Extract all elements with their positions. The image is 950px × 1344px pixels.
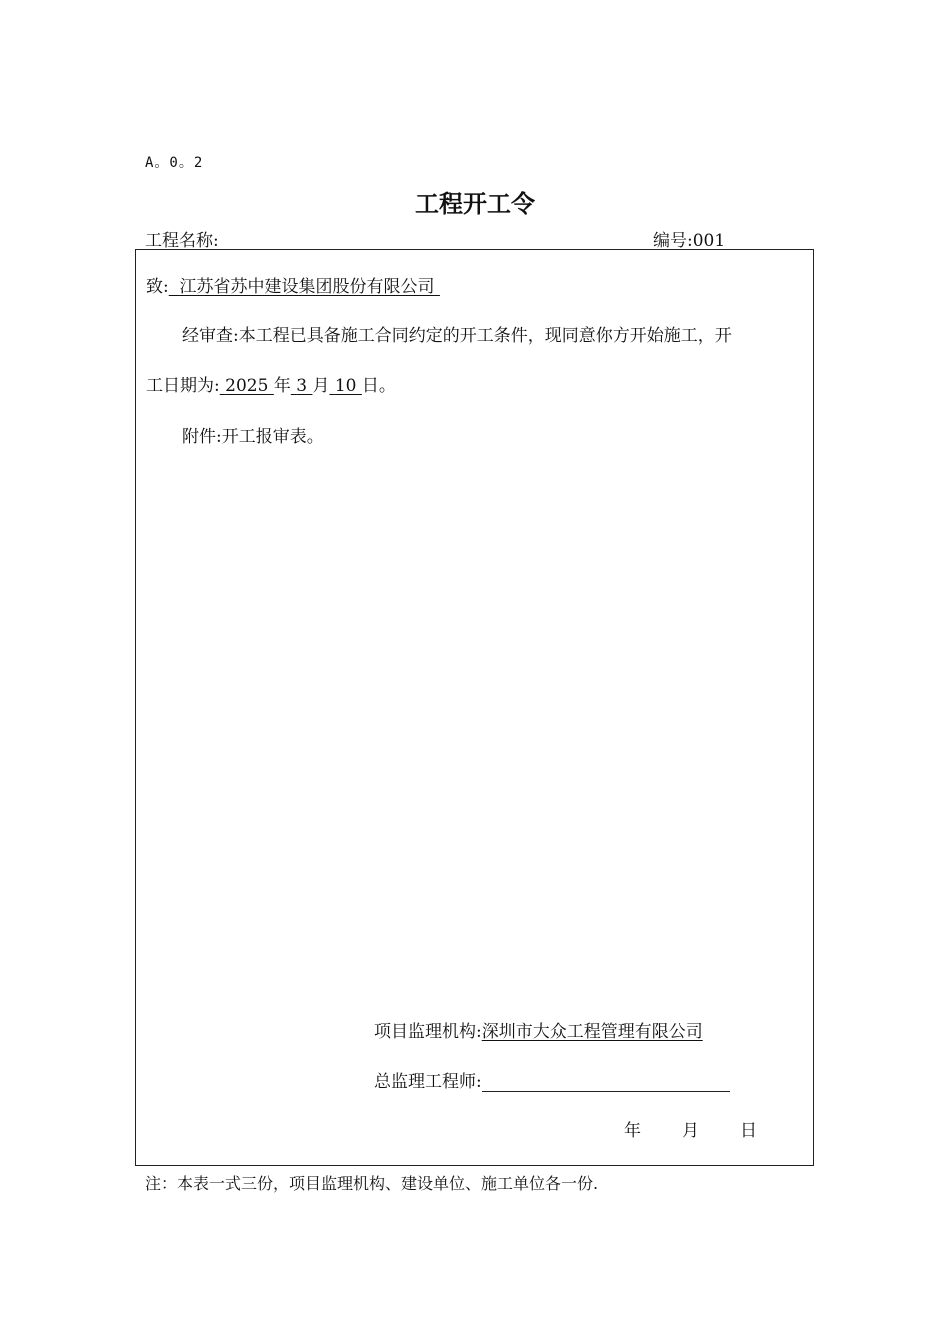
- review-text: 经审查:本工程已具备施工合同约定的开工条件，现同意你方开始施工，开: [182, 326, 732, 346]
- supervision-org-line: [374, 1017, 703, 1042]
- addressee-name: 江苏省苏中建设集团股份有限公司: [179, 277, 435, 297]
- serial-value: 001: [692, 231, 726, 251]
- chief-label: 总监理工程师:: [374, 1072, 482, 1092]
- signature-blank[interactable]: [482, 1071, 730, 1092]
- org-value: 深圳市大众工程管理有限公司: [481, 1022, 703, 1042]
- sign-day-label: 日: [740, 1121, 757, 1141]
- sign-date-line: [624, 1116, 757, 1141]
- start-day: 10: [334, 376, 357, 396]
- start-year: 2025: [225, 376, 269, 396]
- sign-month-label: 月: [682, 1121, 699, 1141]
- serial-number: [653, 226, 725, 251]
- day-unit: 日。: [361, 376, 396, 396]
- year-unit: 年: [273, 376, 291, 396]
- date-prefix: 工日期为:: [146, 376, 220, 396]
- chief-engineer-line: [374, 1067, 730, 1092]
- attachment-text: 附件:开工报审表。: [182, 427, 324, 447]
- addressee-line: [146, 272, 440, 297]
- start-date-line: [146, 371, 396, 396]
- org-label: 项目监理机构:: [374, 1022, 482, 1042]
- footer-note: 注：本表一式三份，项目监理机构、建设单位、施工单位各一份.: [145, 1174, 599, 1193]
- project-name-label: 工程名称:: [145, 231, 219, 251]
- form-code: A。0。2: [145, 155, 204, 171]
- start-month: 3: [296, 376, 308, 396]
- to-label: 致:: [146, 277, 169, 297]
- month-unit: 月: [312, 376, 330, 396]
- sign-year-label: 年: [624, 1121, 641, 1141]
- form-box: [135, 249, 814, 1166]
- page-title: 工程开工令: [415, 190, 535, 218]
- serial-label: 编号:: [653, 231, 693, 251]
